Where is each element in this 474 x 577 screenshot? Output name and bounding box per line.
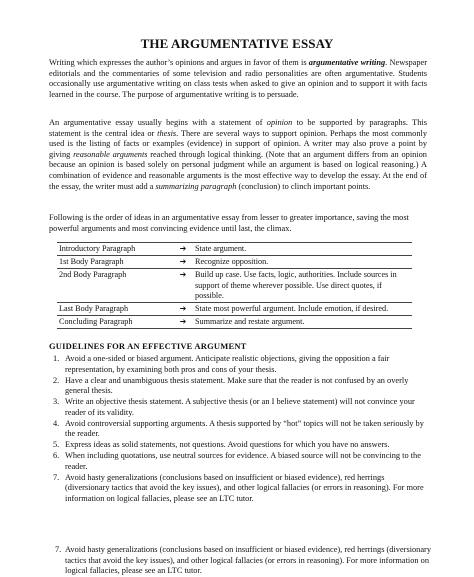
section-desc: State argument. bbox=[195, 244, 247, 253]
arrow-right-icon: ➔ bbox=[179, 270, 187, 280]
section-desc: Summarize and restate argument. bbox=[195, 317, 305, 327]
section-desc: Recognize opposition. bbox=[195, 257, 269, 267]
list-number: 7. bbox=[53, 472, 60, 482]
intro-text-1: Writing which expresses the author’s opinions and argues in favor of them is bbox=[49, 58, 309, 67]
list-number: 7. bbox=[55, 545, 62, 554]
structure-em-opinion: opinion bbox=[266, 118, 293, 127]
list-number: 2. bbox=[53, 375, 60, 385]
structure-text-1: An argumentative essay usually begins with a statement of bbox=[49, 118, 267, 127]
list-text: When including quotations, use neutral sources for evidence. A biased source will not be convincing to the reader. bbox=[65, 451, 421, 471]
guidelines-heading: GUIDELINES FOR AN EFFECTIVE ARGUMENT bbox=[49, 341, 247, 351]
section-name: 2nd Body Paragraph bbox=[59, 270, 127, 280]
table-row bbox=[57, 303, 412, 316]
essay-order-table bbox=[57, 242, 412, 329]
section-desc: State most powerful argument. Include emotion, if desired. bbox=[195, 304, 389, 314]
list-item bbox=[49, 473, 427, 505]
section-name: Introductory Paragraph bbox=[59, 244, 136, 253]
list-text: Avoid hasty generalizations (conclusions based on insufficient or biased evidence), red herrings (diversionary tactics that avoid the key issues), and other logical fallacies (or errors in reasoning). For more information on logical fallacies, please see an LTC tutor. bbox=[65, 545, 432, 576]
list-item bbox=[49, 376, 427, 397]
structure-em-thesis: thesis bbox=[157, 128, 177, 138]
section-desc: Build up case. Use facts, logic, authorities. Include sources in support of theme wherever possible. Use direct quotes, if possible. bbox=[195, 270, 397, 300]
list-number: 5. bbox=[53, 440, 60, 450]
list-text: Write an objective thesis statement. A subjective thesis (or an I believe statement) will not convince your reader of its validity. bbox=[65, 397, 415, 417]
structure-text-3: . There are several ways to support opinion. Perhaps the most commonly used is the listing of facts or examples (evidence) in support of opinion. A writer may also prove a point by giving bbox=[49, 128, 427, 159]
intro-paragraph bbox=[49, 58, 427, 100]
list-item bbox=[49, 354, 427, 375]
list-text: Have a clear and unambiguous thesis statement. Make sure that the reader is not confused by an overly general thesis. bbox=[65, 375, 409, 396]
structure-text-2: to be supported by paragraphs. This statement is the central idea or bbox=[49, 118, 427, 138]
structure-text-5: (conclusion) to clinch important points. bbox=[236, 181, 371, 191]
list-text: Avoid hasty generalizations (conclusions based on insufficient or biased evidence), red herrings (diversionary tactics that avoid the key issues), and other logical fallacies (or errors in reasoning). For more information on logical fallacies, please see an LTC tutor. bbox=[65, 472, 424, 504]
arrow-right-icon: ➔ bbox=[179, 304, 187, 314]
arrow-right-icon: ➔ bbox=[179, 317, 187, 327]
arrow-right-icon: ➔ bbox=[179, 244, 187, 253]
list-text: Express ideas as solid statements, not questions. Avoid questions for which you have no answers. bbox=[65, 440, 390, 450]
structure-em-summary: summarizing paragraph bbox=[155, 181, 237, 191]
list-text: Avoid a one-sided or biased argument. Anticipate realistic objections, giving the opposition a fair representation, by examining both pros and cons of your thesis. bbox=[65, 354, 390, 374]
order-paragraph: Following is the order of ideas in an argumentative essay from lesser to greater importance, saving the most powerful arguments and most convincing evidence until last, the climax. bbox=[49, 213, 409, 233]
list-number: 4. bbox=[53, 418, 60, 428]
intro-emphasis: argumentative writing bbox=[308, 58, 386, 67]
list-number: 1. bbox=[53, 354, 60, 363]
table-row bbox=[57, 269, 412, 303]
structure-text-4: reached through logical thinking. (Note that an argument differs from an opinion because an opinion is based solely on personal judgment while an argument is based on logical reasoning.) A combination of evidence and reasonable arguments is the most effective way to develop the essay. At the end of the essay, the writer must add a bbox=[49, 149, 427, 191]
list-number: 3. bbox=[53, 397, 60, 407]
table-row bbox=[57, 243, 412, 256]
guideline-repeat bbox=[49, 545, 443, 577]
list-text: Avoid controversial supporting arguments. A thesis supported by “hot” topics will not be taken seriously by the reader. bbox=[65, 418, 424, 439]
section-name: Last Body Paragraph bbox=[59, 304, 129, 314]
list-item bbox=[49, 451, 427, 472]
structure-em-arguments: reasonable arguments bbox=[73, 149, 148, 159]
page-title: THE ARGUMENTATIVE ESSAY bbox=[140, 36, 334, 51]
table-row bbox=[57, 316, 412, 329]
list-item bbox=[49, 419, 427, 440]
list-item bbox=[49, 440, 427, 451]
list-item bbox=[49, 397, 427, 418]
section-name: Concluding Paragraph bbox=[59, 317, 133, 327]
arrow-right-icon: ➔ bbox=[179, 257, 187, 267]
list-number: 6. bbox=[53, 451, 60, 461]
table-row bbox=[57, 256, 412, 269]
section-name: 1st Body Paragraph bbox=[59, 257, 124, 267]
structure-paragraph bbox=[49, 118, 427, 192]
guidelines-list bbox=[49, 354, 427, 505]
intro-text-2: . Newspaper editorials and the commentaries of some television and radio personalities are often argumentative. Students occasionally use argumentative writing on class tests when asked to give an opinion and to support it with facts learned in the course. The purpose of argumentative writing is to persuade. bbox=[49, 58, 427, 99]
